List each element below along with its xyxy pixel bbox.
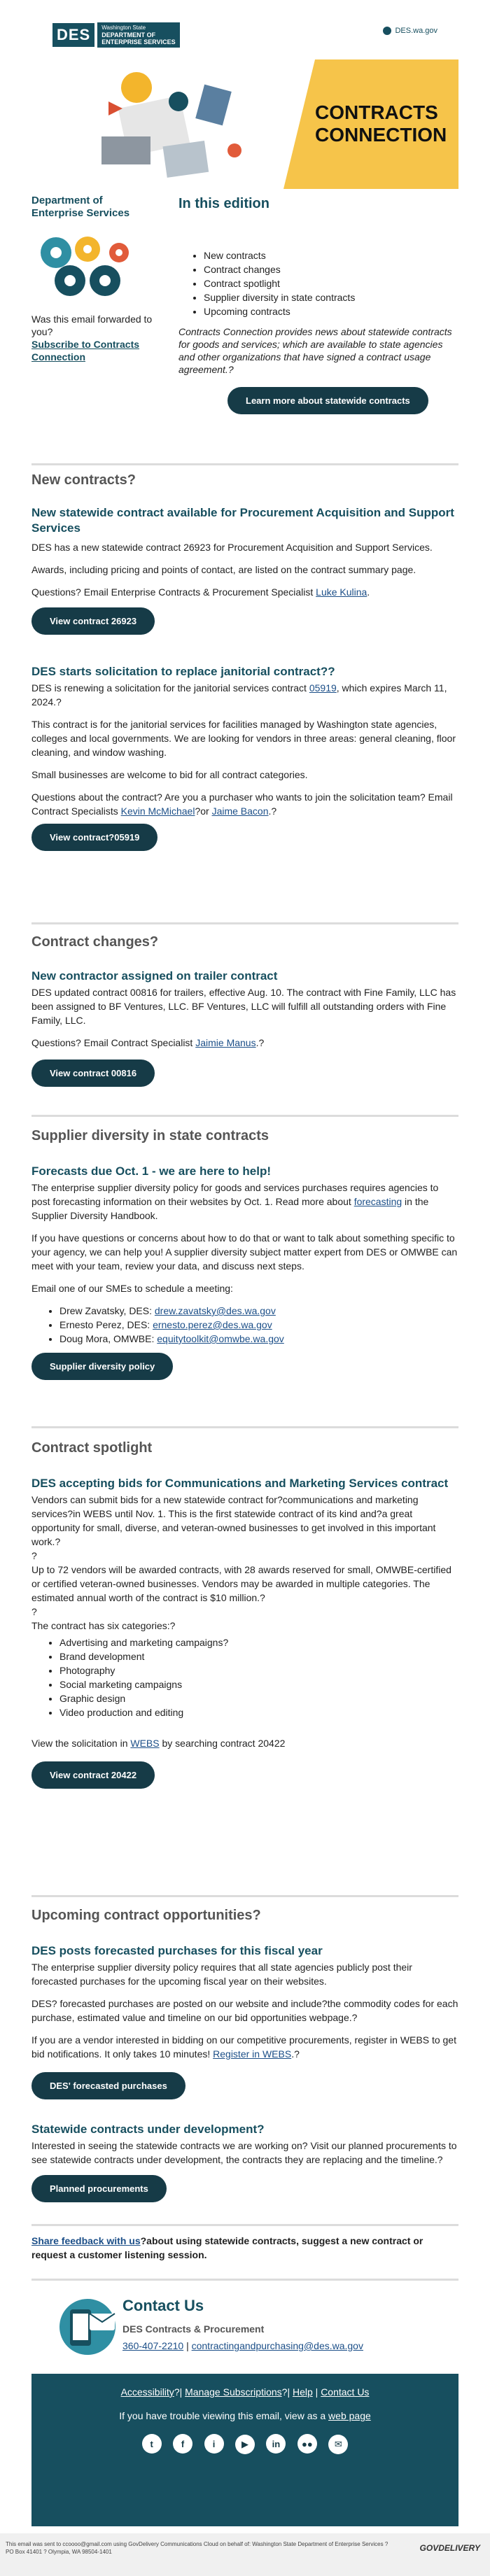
section-title: Contract changes?	[31, 934, 159, 950]
email-link[interactable]: Jaime Bacon	[211, 805, 269, 817]
article-text: If you are a vendor interested in bidding on our competitive procurements, register in WEBS to get bid notifications. It only takes 10 minutes! Register in WEBS.?	[31, 2034, 456, 2060]
hero-banner	[31, 59, 458, 189]
org-title: Department of Enterprise Services	[31, 195, 130, 219]
logo-badge: DES	[52, 23, 94, 47]
view-contract-05919-button[interactable]: View contract?05919	[31, 824, 158, 851]
edition-item[interactable]: • Upcoming contracts	[204, 304, 458, 318]
article-title: DES posts forecasted purchases for this fiscal year	[31, 1944, 323, 1957]
twitter-icon[interactable]: t	[142, 2434, 162, 2454]
edition-item[interactable]: • Supplier diversity in state contracts	[204, 290, 458, 304]
help-link[interactable]: Help	[292, 2386, 313, 2398]
edition-intro: Contracts Connection provides news about statewide contracts for goods and services; which are available to state agencies and other organizations that have signed a contract usage agreement.?	[178, 326, 452, 375]
hero-title-line1: CONTRACTS	[315, 101, 438, 123]
gears-icon	[31, 228, 144, 305]
hero-illustration	[74, 59, 284, 189]
article-title: Forecasts due Oct. 1 - we are here to help!	[31, 1164, 271, 1178]
contact-details: 360-407-2210 | contractingandpurchasing@des.wa.gov	[122, 2340, 363, 2351]
email-link[interactable]: ernesto.perez@des.wa.gov	[153, 1319, 272, 1330]
hero-title-line2: CONNECTION	[315, 124, 447, 146]
section-divider	[31, 2279, 458, 2281]
article-text: Email one of our SMEs to schedule a meeting:	[31, 1283, 233, 1294]
article-text: Interested in seeing the statewide contracts we are working on? Visit our planned procurements to see statewide contracts under development, the contracts they are replacing and the timeline.?	[31, 2140, 457, 2165]
contract-changes-section	[31, 934, 458, 1087]
logo-sub3: ENTERPRISE SERVICES	[102, 38, 176, 45]
sidebar	[31, 195, 158, 363]
section-divider	[31, 463, 458, 465]
edition-item[interactable]: • New contracts	[204, 248, 458, 262]
accessibility-link[interactable]: Accessibility	[120, 2386, 174, 2398]
article-text: DES updated contract 00816 for trailers, effective Aug. 10. The contract with Fine Family, LLC has been assigned to BF Ventures, LLC. BF Ventures, LLC will fulfill all outstanding orders with Fine Family, LLC.	[31, 987, 456, 1026]
des-logo[interactable]	[52, 22, 180, 48]
category-item: • Brand development	[59, 1649, 458, 1663]
article-text: Up to 72 vendors will be awarded contracts, with 28 awards reserved for small, OMWBE-certified or certified veteran-owned businesses. Vendors may be awarded in multiple categories. The estimated annual worth of the contract is $10 million.?	[31, 1564, 451, 1603]
learn-more-button[interactable]: Learn more about statewide contracts	[227, 387, 428, 414]
social-row	[31, 2434, 458, 2454]
article-text: DES? forecasted purchases are posted on our website and include?the commodity codes for each purchase, estimated value and timeline on our bid opportunities webpage.?	[31, 1998, 458, 2023]
article-title: New contractor assigned on trailer contract	[31, 969, 278, 983]
footer-links: Accessibility?| Manage Subscriptions?| Help | Contact Us	[120, 2386, 370, 2398]
section-title: New contracts?	[31, 472, 136, 488]
footer-bar	[31, 2374, 458, 2526]
article-title: DES accepting bids for Communications and Marketing Services contract	[31, 1477, 449, 1490]
linkedin-icon[interactable]: in	[266, 2434, 286, 2454]
category-item: • Video production and editing	[59, 1705, 458, 1719]
sme-item: • Drew Zavatsky, DES: drew.zavatsky@des.wa.gov	[59, 1304, 458, 1318]
footer-trouble: If you have trouble viewing this email, view as a web page	[119, 2410, 371, 2421]
article-text: ?	[31, 1606, 37, 1617]
edition-item[interactable]: • Contract spotlight	[204, 276, 458, 290]
email-link[interactable]: Kevin McMichael	[120, 805, 195, 817]
view-contract-20422-button[interactable]: View contract 20422	[31, 1761, 155, 1789]
article-text: Awards, including pricing and points of contact, are listed on the contract summary page.	[31, 564, 416, 575]
article-title: DES starts solicitation to replace janitorial contract??	[31, 665, 335, 678]
forwarded-question: Was this email forwarded to you?	[31, 314, 153, 337]
supplier-diversity-section	[31, 1128, 458, 1380]
contact-heading: Contact Us	[122, 2297, 204, 2314]
section-divider	[31, 1426, 458, 1428]
article-text: Small businesses are welcome to bid for all contract categories.	[31, 769, 308, 780]
logo-sub1: Washington State	[102, 24, 146, 31]
web-page-link[interactable]: web page	[328, 2410, 371, 2421]
feedback-block	[31, 2234, 458, 2270]
article-text: ?	[31, 1550, 37, 1561]
view-contract-00816-button[interactable]: View contract 00816	[31, 1060, 155, 1087]
email-link[interactable]: equitytoolkit@omwbe.wa.gov	[157, 1333, 284, 1344]
sme-item: • Ernesto Perez, DES: ernesto.perez@des.wa.gov	[59, 1318, 458, 1332]
article-text: The contract has six categories:?	[31, 1620, 176, 1631]
article-text: This contract is for the janitorial services for facilities managed by Washington state agencies, colleges and local governments. We are looking for vendors in three areas: general cleaning, floor cleaning, and window washing.	[31, 719, 456, 758]
contract-spotlight-section	[31, 1440, 458, 1789]
article-text: DES is renewing a solicitation for the janitorial services contract 05919, which expires March 11, 2024.?	[31, 682, 447, 708]
section-divider	[31, 922, 458, 924]
legal-text: This email was sent to ccoooo@gmail.com using GovDelivery Communications Cloud on behalf of: Washington State Department of Enterprise Services ? PO Box 41401 ? Olympia, WA 98504-1401	[6, 2541, 388, 2555]
category-list	[31, 1635, 458, 1719]
email-icon[interactable]: ✉	[328, 2435, 348, 2454]
article-text: The enterprise supplier diversity policy for goods and services purchases requires agencies to post forecasting information on their websites by Oct. 1. Read more about forecasting in the Supplier Diversity Handbook.	[31, 1182, 439, 1221]
article-text: Questions? Email Contract Specialist Jaimie Manus.?	[31, 1037, 265, 1048]
youtube-icon[interactable]: ▶	[235, 2435, 255, 2454]
email-link[interactable]: contractingandpurchasing@des.wa.gov	[191, 2340, 363, 2351]
article-text: Questions? Email Enterprise Contracts & Procurement Specialist Luke Kulina.	[31, 586, 370, 598]
article-text: Questions about the contract? Are you a purchaser who wants to join the solicitation team? Email Contract Specialists Kevin McMichael?or Jaime Bacon.?	[31, 791, 453, 817]
article-text: If you have questions or concerns about how to do that or want to talk about something specific to your agency, we can help you! A supplier diversity subject matter expert from DES or OMWBE can meet with your team, review your data, and discuss next steps.	[31, 1232, 458, 1272]
phone-link[interactable]: 360-407-2210	[122, 2340, 184, 2351]
contact-block	[31, 2290, 458, 2367]
contact-us-link[interactable]: Contact Us	[321, 2386, 370, 2398]
category-item: • Photography	[59, 1663, 458, 1677]
subscribe-link[interactable]: Subscribe to Contracts Connection	[31, 339, 140, 363]
section-divider	[31, 1895, 458, 1897]
section-title: Upcoming contract opportunities?	[31, 1908, 261, 1923]
logo-sub2: DEPARTMENT OF	[102, 31, 156, 38]
edition-heading: In this edition	[178, 196, 270, 211]
feedback-text: Share feedback with us?about using statewide contracts, suggest a new contract or request a customer listening session.	[31, 2235, 424, 2260]
register-webs-link[interactable]: Register in WEBS	[213, 2048, 292, 2060]
facebook-icon[interactable]: f	[173, 2434, 192, 2454]
section-title: Supplier diversity in state contracts	[31, 1128, 269, 1143]
section-divider	[31, 1115, 458, 1117]
view-contract-26923-button[interactable]: View contract 26923	[31, 607, 155, 635]
section-divider	[31, 2224, 458, 2226]
article-title: New statewide contract available for Procurement Acquisition and Support Services	[31, 506, 454, 535]
forecasted-purchases-button[interactable]: DES' forecasted purchases	[31, 2072, 186, 2099]
planned-procurements-button[interactable]: Planned procurements	[31, 2175, 167, 2202]
instagram-icon[interactable]: i	[204, 2434, 224, 2454]
legal-strip	[0, 2533, 490, 2576]
contract-link[interactable]: 05919	[309, 682, 337, 694]
article-title: Statewide contracts under development?	[31, 2123, 265, 2136]
header-bar	[31, 0, 458, 59]
email-link[interactable]: Jaimie Manus	[195, 1037, 256, 1048]
globe-icon	[383, 27, 391, 35]
contact-org: DES Contracts & Procurement	[122, 2323, 265, 2335]
article-text: Vendors can submit bids for a new statewide contract for?communications and marketing services?in WEBS until Nov. 1. This is the first statewide contract of its kind and?a great opportunity for small, diverse, and veteran-owned businesses to get involved in this important work.?	[31, 1494, 436, 1547]
article-text: The enterprise supplier diversity policy requires that all state agencies publicly post their forecasted purchases for the upcoming fiscal year on their websites.	[31, 1962, 412, 1987]
email-link[interactable]: Luke Kulina	[316, 586, 368, 598]
new-contracts-section	[31, 472, 458, 851]
forecasting-link[interactable]: forecasting	[354, 1196, 402, 1207]
upcoming-section	[31, 1908, 458, 2202]
article-text: DES has a new statewide contract 26923 for Procurement Acquisition and Support Services.	[31, 542, 433, 553]
sme-item: • Doug Mora, OMWBE: equitytoolkit@omwbe.wa.gov	[59, 1332, 458, 1346]
govdelivery-logo: GOVDELIVERY	[419, 2543, 480, 2553]
site-link[interactable]: DES.wa.gov	[383, 27, 438, 35]
edition-list	[178, 248, 458, 318]
category-item: • Advertising and marketing campaigns?	[59, 1635, 458, 1649]
category-item: • Social marketing campaigns	[59, 1677, 458, 1691]
hero-title	[315, 101, 455, 146]
webs-link[interactable]: WEBS	[130, 1738, 160, 1749]
flickr-icon[interactable]: ●●	[298, 2434, 317, 2454]
edition-item[interactable]: • Contract changes	[204, 262, 458, 276]
supplier-diversity-policy-button[interactable]: Supplier diversity policy	[31, 1353, 173, 1380]
section-title: Contract spotlight	[31, 1440, 153, 1456]
category-item: • Graphic design	[59, 1691, 458, 1705]
share-feedback-link[interactable]: Share feedback with us	[31, 2235, 141, 2246]
contact-icon	[49, 2295, 126, 2358]
edition-panel	[178, 195, 458, 414]
email-link[interactable]: drew.zavatsky@des.wa.gov	[154, 1305, 276, 1316]
article-text: View the solicitation in WEBS by searching contract 20422	[31, 1738, 286, 1749]
sme-list	[31, 1304, 458, 1346]
manage-subscriptions-link[interactable]: Manage Subscriptions	[185, 2386, 282, 2398]
